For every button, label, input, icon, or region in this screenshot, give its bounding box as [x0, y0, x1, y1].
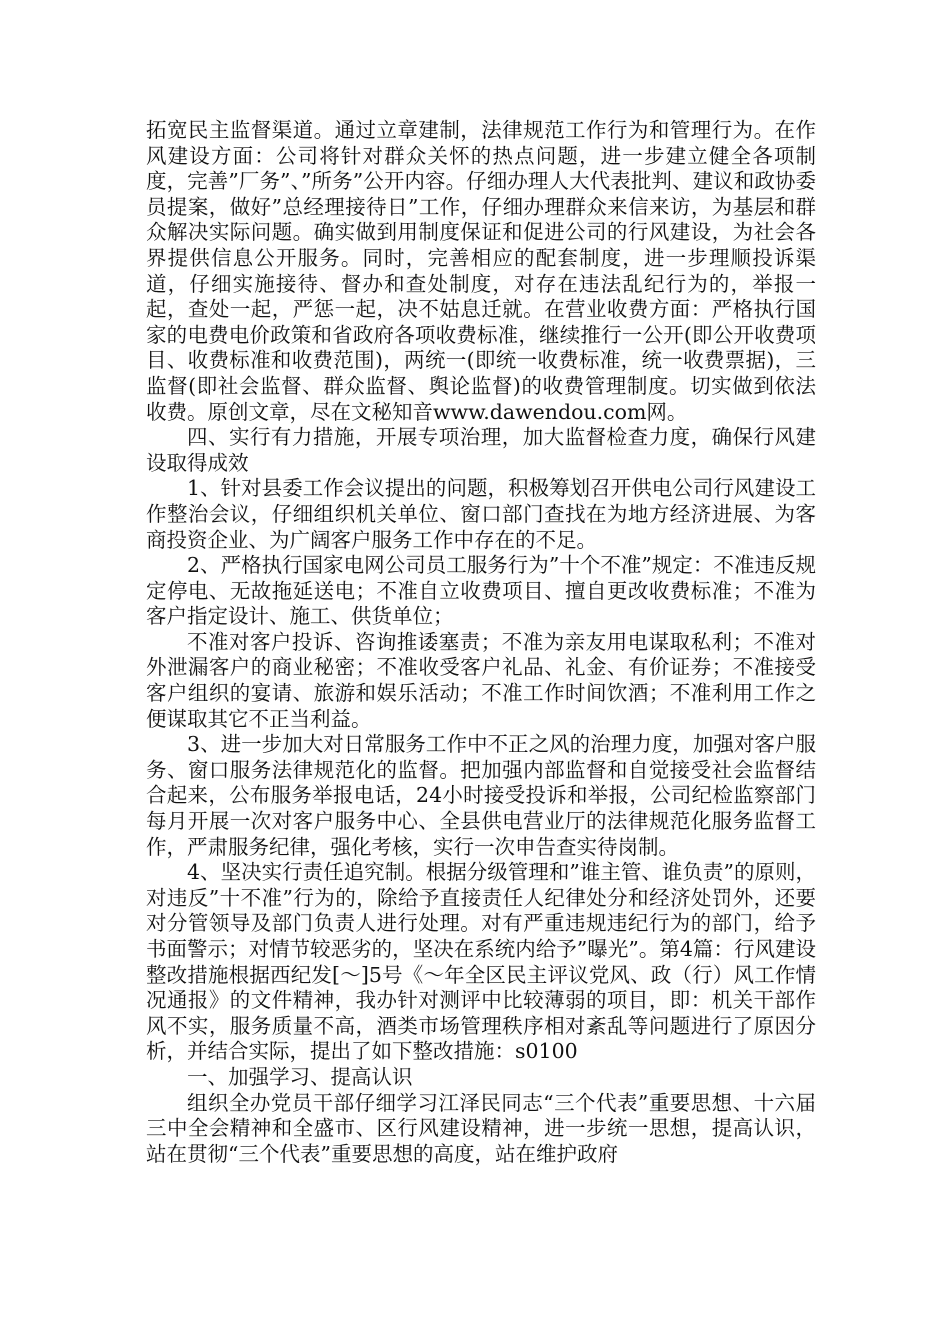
paragraph-item-3: 3、进一步加大对日常服务工作中不正之风的治理力度，加强对客户服务、窗口服务法律规范化的监督。把加强内部监督和自觉接受社会监督结合起来，公布服务举报电话，24小时接受投诉和举报，公司纪检监察部门每月开展一次对客户服务中心、全县供电营业厅的法律规范化服务监督工作，严肃服务纪律，强化考核，实行一次申告查实待岗制。	[146, 732, 816, 859]
heading-section-one: 一、加强学习、提高认识	[187, 1064, 413, 1089]
document-page	[146, 118, 816, 1167]
paragraph-item-2: 2、严格执行国家电网公司员工服务行为”十个不准”规定：不准违反规定停电、无故拖延送电；不准自立收费项目、擅自更改收费标准；不准为客户指定设计、施工、供货单位；	[146, 553, 816, 629]
paragraph-supervision-channels: 拓宽民主监督渠道。通过立章建制，法律规范工作行为和管理行为。在作风建设方面：公司将针对群众关怀的热点问题，进一步建立健全各项制度，完善”厂务”、”所务”公开内容。仔细办理人大代表批判、建议和政协委员提案，做好”总经理接待日”工作，仔细办理群众来信来访，为基层和群众解决实际问题。确实做到用制度保证和促进公司的行风建设，为社会各界提供信息公开服务。同时，完善相应的配套制度，进一步理顺投诉渠道，仔细实施接待、督办和查处制度，对存在违法乱纪行为的，举报一起，查处一起，严惩一起，决不姑息迁就。在营业收费方面：严格执行国家的电费电价政策和省政府各项收费标准，继续推行一公开(即公开收费项目、收费标准和收费范围)，两统一(即统一收费标准，统一收费票据)，三监督(即社会监督、群众监督、舆论监督)的收费管理制度。切实做到依法收费。原创文章，尽在文秘知音www.dawendou.com网。	[146, 118, 816, 424]
heading-section-four: 四、实行有力措施，开展专项治理，加大监督检查力度，确保行风建设取得成效	[146, 425, 816, 475]
paragraph-item-4: 4、坚决实行责任追究制。根据分级管理和”谁主管、谁负责”的原则，对违反”十不准”行为的，除给予直接责任人纪律处分和经济处罚外，还要对分管领导及部门负责人进行处理。对有严重违规违纪行为的部门，给予书面警示；对情节较恶劣的，坚决在系统内给予”曝光”。第4篇：行风建设整改措施根据西纪发[～]5号《～年全区民主评议党风、政（行）风工作情况通报》的文件精神，我办针对测评中比较薄弱的项目，即：机关干部作风不实，服务质量不高，酒类市场管理秩序相对紊乱等问题进行了原因分析，并结合实际，提出了如下整改措施：s0100	[146, 860, 816, 1064]
paragraph-item-1: 1、针对县委工作会议提出的问题，积极筹划召开供电公司行风建设工作整治会议，仔细组织机关单位、窗口部门查找在为地方经济进展、为客商投资企业、为广阔客户服务工作中存在的不足。	[146, 476, 816, 552]
paragraph-study: 组织全办党员干部仔细学习江泽民同志“三个代表”重要思想、十六届三中全会精神和全盛市、区行风建设精神，进一步统一思想，提高认识，站在贯彻“三个代表”重要思想的高度，站在维护政府	[146, 1090, 816, 1166]
paragraph-item-2-continued: 不准对客户投诉、咨询推诿塞责；不准为亲友用电谋取私利；不准对外泄漏客户的商业秘密；不准收受客户礼品、礼金、有价证券；不准接受客户组织的宴请、旅游和娱乐活动；不准工作时间饮酒；不准利用工作之便谋取其它不正当利益。	[146, 629, 816, 731]
